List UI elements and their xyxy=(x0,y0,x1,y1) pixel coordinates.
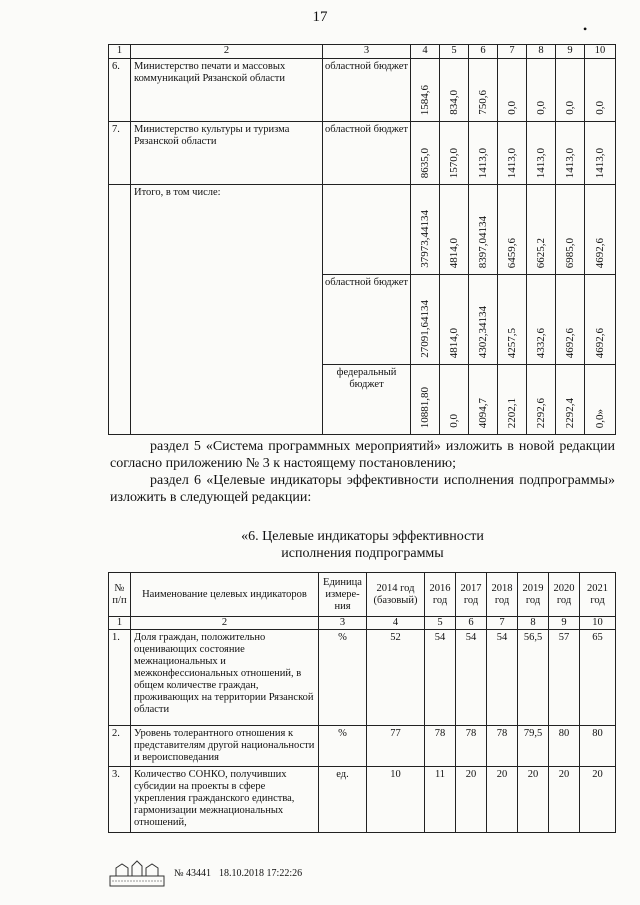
cell-value: 4094,7 xyxy=(477,397,489,428)
col-header-2020: 2020 год xyxy=(549,573,580,617)
cell-value: 37973,44134 xyxy=(419,210,431,268)
table-header-row xyxy=(109,573,616,617)
row-number xyxy=(109,185,131,435)
cell-value: 0,0 xyxy=(594,101,606,115)
row-number: 7. xyxy=(109,122,131,185)
cell-value: 20 xyxy=(549,767,580,833)
row-source xyxy=(323,185,411,275)
cell-value: 54 xyxy=(425,630,456,726)
paragraph-section6: раздел 6 «Целевые индикаторы эффективности исполнения подпрограммы» изложить в следующей редакции: xyxy=(110,473,615,505)
cell-value: 80 xyxy=(549,726,580,767)
cell-value: 0,0 xyxy=(535,101,547,115)
cell-value: 2292,4 xyxy=(564,397,576,428)
funding-table xyxy=(108,44,616,435)
table-header-row xyxy=(109,45,616,59)
table-row xyxy=(109,185,616,275)
doc-number: № 43441 xyxy=(174,867,212,879)
col-header-unit: Единица измере-ния xyxy=(319,573,367,617)
cell-value: 8397,04134 xyxy=(477,215,489,268)
col-header: 10 xyxy=(585,45,616,59)
col-number: 8 xyxy=(518,617,549,630)
cell-value: 1413,0 xyxy=(477,147,489,178)
cell-value: 80 xyxy=(580,726,616,767)
col-header: 5 xyxy=(440,45,469,59)
row-name: Министерство культуры и туризма Рязанской области xyxy=(131,122,323,185)
cell-value: 834,0 xyxy=(448,90,460,115)
cell-value: 1584,6 xyxy=(419,84,431,115)
col-number: 1 xyxy=(109,617,131,630)
row-unit: ед. xyxy=(319,767,367,833)
row-number: 3. xyxy=(109,767,131,833)
table-row xyxy=(109,767,616,833)
row-unit: % xyxy=(319,726,367,767)
col-header-base: 2014 год (базовый) xyxy=(367,573,425,617)
row-source: областной бюджет xyxy=(323,59,411,122)
cell-value: 79,5 xyxy=(518,726,549,767)
cell-value: 52 xyxy=(367,630,425,726)
cell-value: 4332,6 xyxy=(535,327,547,358)
footer-registration xyxy=(108,858,302,888)
cell-value: 4814,0 xyxy=(448,237,460,268)
col-header-num: № п/п xyxy=(109,573,131,617)
table-row xyxy=(109,59,616,122)
cell-value: 0,0 xyxy=(448,414,460,428)
row-number: 1. xyxy=(109,630,131,726)
column-number-row xyxy=(109,617,616,630)
cell-value: 6625,2 xyxy=(535,237,547,268)
cell-value: 65 xyxy=(580,630,616,726)
indicators-table xyxy=(108,572,616,833)
table-row xyxy=(109,630,616,726)
section-heading-line1: «6. Целевые индикаторы эффективности xyxy=(241,529,484,544)
cell-value: 1413,0 xyxy=(535,147,547,178)
cell-value: 56,5 xyxy=(518,630,549,726)
row-name: Министерство печати и массовых коммуникаций Рязанской области xyxy=(131,59,323,122)
table-row xyxy=(109,122,616,185)
row-source: областной бюджет xyxy=(323,275,411,365)
col-header-2021: 2021 год xyxy=(580,573,616,617)
col-header: 2 xyxy=(131,45,323,59)
row-name: Уровень толерантного отношения к представителям другой национальности и вероисповедания xyxy=(131,726,319,767)
corner-mark: • xyxy=(583,22,588,36)
cell-value: 4302,34134 xyxy=(477,305,489,358)
cell-value: 1413,0 xyxy=(564,147,576,178)
cell-value: 4692,6 xyxy=(594,327,606,358)
row-number: 2. xyxy=(109,726,131,767)
col-header: 1 xyxy=(109,45,131,59)
cell-value: 0,0 xyxy=(506,101,518,115)
row-name: Доля граждан, положительно оценивающих состояние межнациональных и межконфессиональных отношений, в общем количестве граждан, проживающих на территории Рязанской области xyxy=(131,630,319,726)
cell-value: 750,6 xyxy=(477,90,489,115)
cell-value: 6985,0 xyxy=(564,237,576,268)
cell-value: 77 xyxy=(367,726,425,767)
col-header: 7 xyxy=(498,45,527,59)
cell-value: 54 xyxy=(456,630,487,726)
section-heading-line2: исполнения подпрограммы xyxy=(281,546,444,561)
row-name: Итого, в том числе: xyxy=(131,185,323,435)
paragraph-section5: раздел 5 «Система программных мероприятий» изложить в новой редакции согласно приложению № 3 к настоящему постановлению; xyxy=(110,439,615,471)
row-number: 6. xyxy=(109,59,131,122)
cell-value: 4692,6 xyxy=(564,327,576,358)
col-header-2017: 2017 год xyxy=(456,573,487,617)
col-header: 9 xyxy=(556,45,585,59)
col-header-name: Наименование целевых индикаторов xyxy=(131,573,319,617)
cell-value: 6459,6 xyxy=(506,237,518,268)
col-header: 8 xyxy=(527,45,556,59)
col-number: 10 xyxy=(580,617,616,630)
col-header-2018: 2018 год xyxy=(487,573,518,617)
row-source: областной бюджет xyxy=(323,122,411,185)
col-header: 3 xyxy=(323,45,411,59)
cell-value: 4692,6 xyxy=(594,237,606,268)
cell-value: 2202,1 xyxy=(506,397,518,428)
cell-value: 54 xyxy=(487,630,518,726)
col-header-2016: 2016 год xyxy=(425,573,456,617)
cell-value: 78 xyxy=(456,726,487,767)
cell-value: 0,0 xyxy=(564,101,576,115)
cell-value: 4814,0 xyxy=(448,327,460,358)
cell-value: 20 xyxy=(518,767,549,833)
cell-value: 8635,0 xyxy=(419,147,431,178)
col-header: 6 xyxy=(469,45,498,59)
cell-value: 20 xyxy=(456,767,487,833)
col-number: 6 xyxy=(456,617,487,630)
col-number: 7 xyxy=(487,617,518,630)
cell-value: 10881,80 xyxy=(419,386,431,428)
row-source: федеральный бюджет xyxy=(323,365,411,435)
doc-datetime: 18.10.2018 17:22:26 xyxy=(219,867,303,879)
col-number: 3 xyxy=(319,617,367,630)
cell-value: 4257,5 xyxy=(506,327,518,358)
col-number: 9 xyxy=(549,617,580,630)
cell-value: 1413,0 xyxy=(594,147,606,178)
col-header-2019: 2019 год xyxy=(518,573,549,617)
col-header: 4 xyxy=(411,45,440,59)
cell-value: 1570,0 xyxy=(448,147,460,178)
registry-stamp-icon xyxy=(108,858,166,888)
cell-value: 78 xyxy=(425,726,456,767)
table-row xyxy=(109,726,616,767)
col-number: 4 xyxy=(367,617,425,630)
page-number: 17 xyxy=(312,9,328,25)
cell-value: 78 xyxy=(487,726,518,767)
cell-value: 20 xyxy=(487,767,518,833)
cell-value: 11 xyxy=(425,767,456,833)
cell-value: 57 xyxy=(549,630,580,726)
row-unit: % xyxy=(319,630,367,726)
cell-value: 20 xyxy=(580,767,616,833)
cell-value: 2292,6 xyxy=(535,397,547,428)
cell-value: 0,0» xyxy=(594,408,606,428)
cell-value: 27091,64134 xyxy=(419,300,431,358)
col-number: 5 xyxy=(425,617,456,630)
cell-value: 1413,0 xyxy=(506,147,518,178)
row-name: Количество СОНКО, получивших субсидии на проекты в сфере укрепления гражданского единства, гармонизации межнациональных отношений, xyxy=(131,767,319,833)
col-number: 2 xyxy=(131,617,319,630)
cell-value: 10 xyxy=(367,767,425,833)
